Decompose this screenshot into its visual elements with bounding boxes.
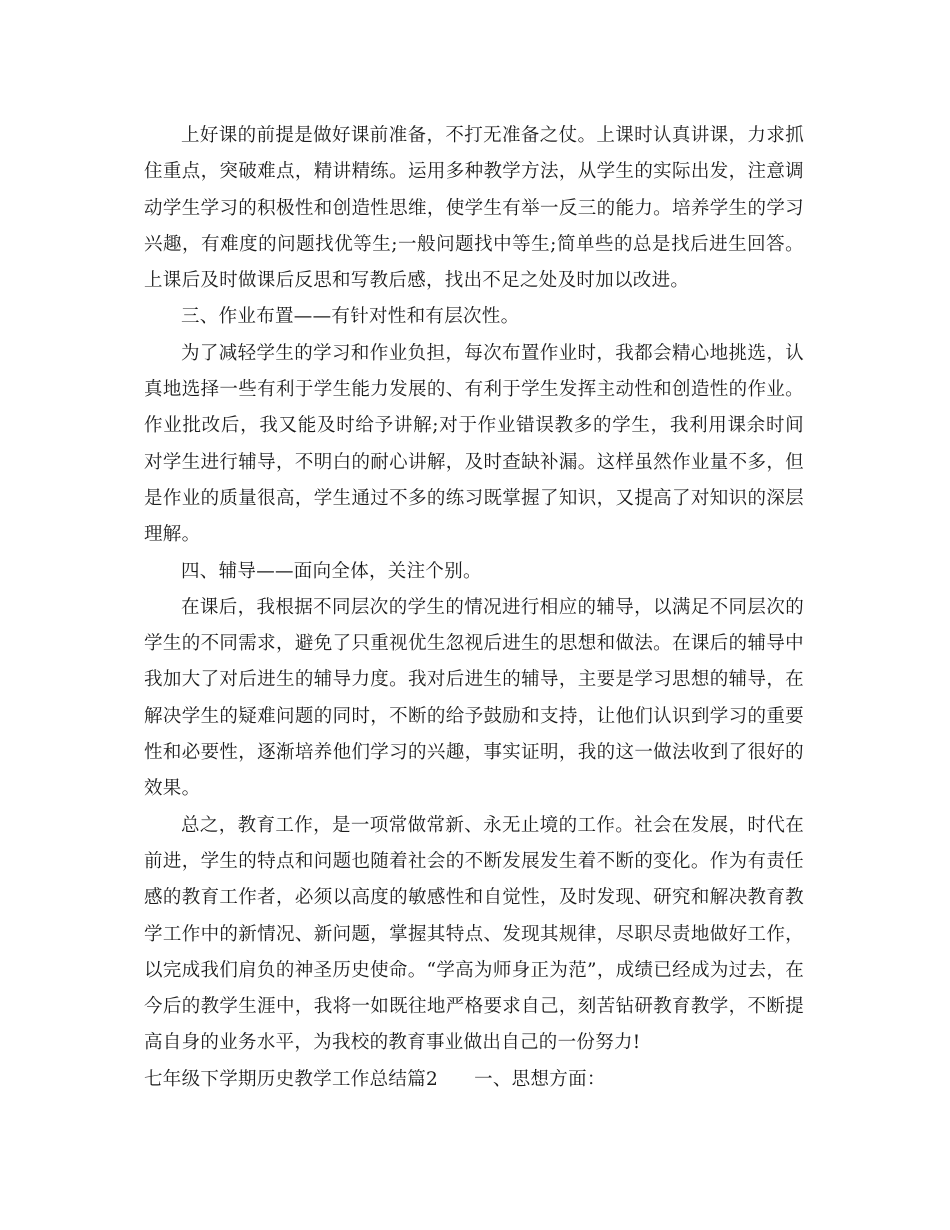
paragraph-class-preparation: 上好课的前提是做好课前准备，不打无准备之仗。上课时认真讲课，力求抓住重点，突破难点，精讲精练。运用多种教学方法，从学生的实际出发，注意调动学生学习的积极性和创造性思维，使学生有举一反三的能力。培养学生的学习兴趣，有难度的问题找优等生;一般问题找中等生;简单些的总是找后进生回答。上课后及时做课后反思和写教后感，找出不足之处及时加以改进。 xyxy=(144,125,804,292)
paragraph-conclusion: 总之，教育工作，是一项常做常新、永无止境的工作。社会在发展，时代在前进，学生的特点和问题也随着社会的不断发展发生着不断的变化。作为有责任感的教育工作者，必须以高度的敏感性和自觉性，及时发现、研究和解决教育教学工作中的新情况、新问题，掌握其特点、发现其规律，尽职尽责地做好工作，以完成我们肩负的神圣历史使命。“学高为师身正为范”，成绩已经成为过去，在今后的教学生涯中，我将一如既往地严格要求自己，刻苦钻研教育教学，不断提高自身的业务水平，为我校的教育事业做出自己的一份努力! xyxy=(144,814,804,1054)
next-article-section: 一、思想方面： xyxy=(474,1068,606,1090)
paragraph-homework: 为了减轻学生的学习和作业负担，每次布置作业时，我都会精心地挑选，认真地选择一些有利于学生能力发展的、有利于学生发挥主动性和创造性的作业。作业批改后，我又能及时给予讲解;对于作业错误教多的学生，我利用课余时间对学生进行辅导，不明白的耐心讲解，及时查缺补漏。这样虽然作业量不多，但是作业的质量很高，学生通过不多的练习既掌握了知识，又提高了对知识的深层理解。 xyxy=(144,342,804,546)
section-heading-tutoring: 四、辅导——面向全体，关注个别。 xyxy=(181,560,482,582)
section-heading-homework: 三、作业布置——有针对性和有层次性。 xyxy=(181,306,520,328)
next-article-title: 七年级下学期历史教学工作总结篇2 xyxy=(144,1068,439,1090)
next-article-line xyxy=(144,1062,804,1098)
paragraph-tutoring: 在课后，我根据不同层次的学生的情况进行相应的辅导，以满足不同层次的学生的不同需求，避免了只重视优生忽视后进生的思想和做法。在课后的辅导中我加大了对后进生的辅导力度。我对后进生的辅导，主要是学习思想的辅导，在解决学生的疑难问题的同时，不断的给予鼓励和支持，让他们认识到学习的重要性和必要性，逐渐培养他们学习的兴趣，事实证明，我的这一做法收到了很好的效果。 xyxy=(144,596,804,800)
document-body xyxy=(144,118,804,1098)
